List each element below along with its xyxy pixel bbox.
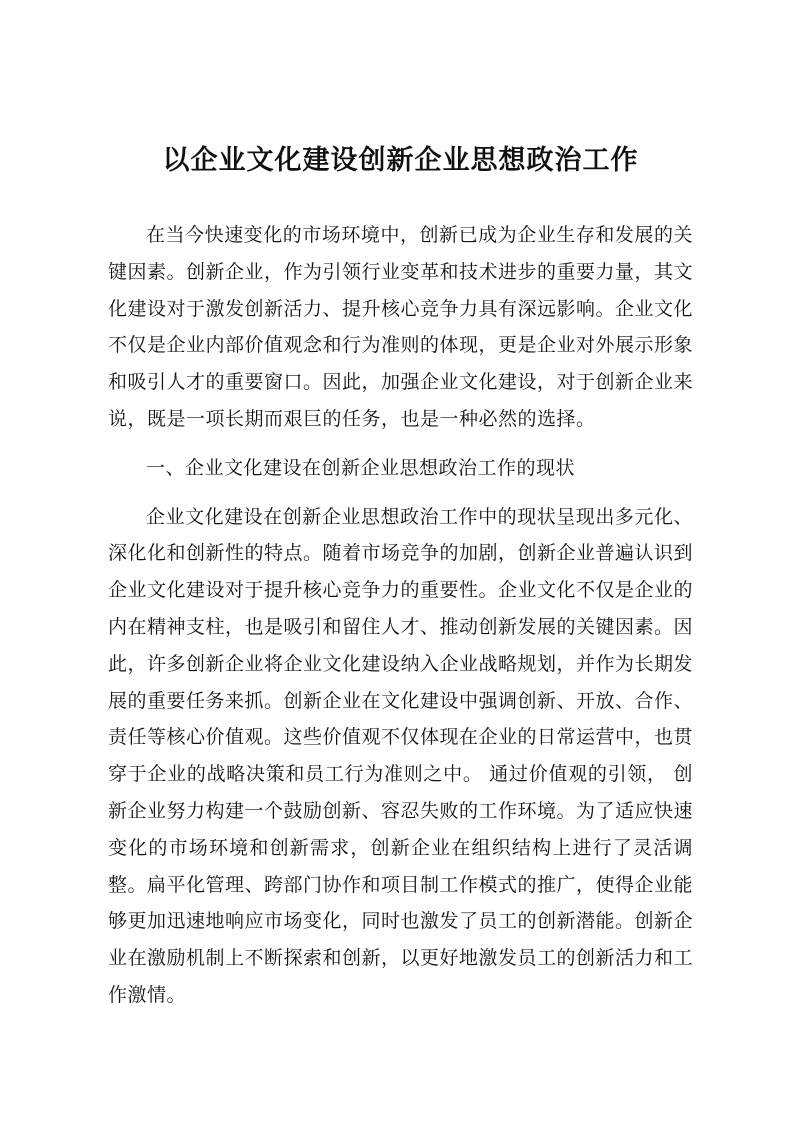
intro-paragraph: 在当今快速变化的市场环境中，创新已成为企业生存和发展的关键因素。创新企业，作为引领行业变革和技术进步的重要力量，其文化建设对于激发创新活力、提升核心竞争力具有深远影响。企业文化不仅是企业内部价值观念和行为准则的体现，更是企业对外展示形象和吸引人才的重要窗口。因此，加强企业文化建设，对于创新企业来说，既是一项长期而艰巨的任务，也是一种必然的选择。 bbox=[108, 224, 694, 430]
section-heading: 一、企业文化建设在创新企业思想政治工作的现状 bbox=[146, 456, 576, 479]
document-title: 以企业文化建设创新企业思想政治工作 bbox=[162, 145, 639, 176]
section-paragraph: 企业文化建设在创新企业思想政治工作中的现状呈现出多元化、深化化和创新性的特点。随着市场竞争的加剧，创新企业普遍认识到企业文化建设对于提升核心竞争力的重要性。企业文化不仅是企业的内在精神支柱，也是吸引和留住人才、推动创新发展的关键因素。因此，许多创新企业将企业文化建设纳入企业战略规划，并作为长期发展的重要任务来抓。创新企业在文化建设中强调创新、开放、合作、责任等核心价值观。这些价值观不仅体现在企业的日常运营中，也贯穿于企业的战略决策和员工行为准则之中。 通过价值观的引领， 创新企业努力构建一个鼓励创新、容忍失败的工作环境。为了适应快速变化的市场环境和创新需求，创新企业在组织结构上进行了灵活调整。扁平化管理、跨部门协作和项目制工作模式的推广，使得企业能够更加迅速地响应市场变化，同时也激发了员工的创新潜能。创新企业在激励机制上不断探索和创新，以更好地激发员工的创新活力和工作激情。 bbox=[108, 505, 694, 1006]
document-body bbox=[108, 217, 693, 1014]
